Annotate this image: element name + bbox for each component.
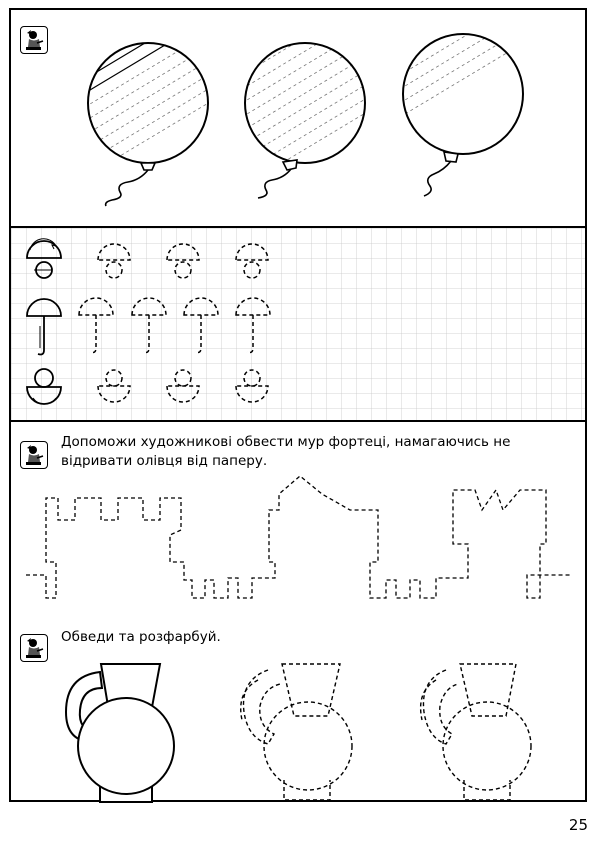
task-instruction-jug: Обведи та розфарбуй.	[61, 629, 221, 645]
trace-jug-2	[421, 664, 531, 800]
page-number: 25	[568, 816, 588, 834]
trace-jug-1	[241, 664, 352, 800]
task-instruction-fortress: Допоможи художникові обвести мур фортеці, намагаючись не відривати олівця від паперу.	[61, 434, 511, 469]
model-jug	[66, 664, 174, 802]
